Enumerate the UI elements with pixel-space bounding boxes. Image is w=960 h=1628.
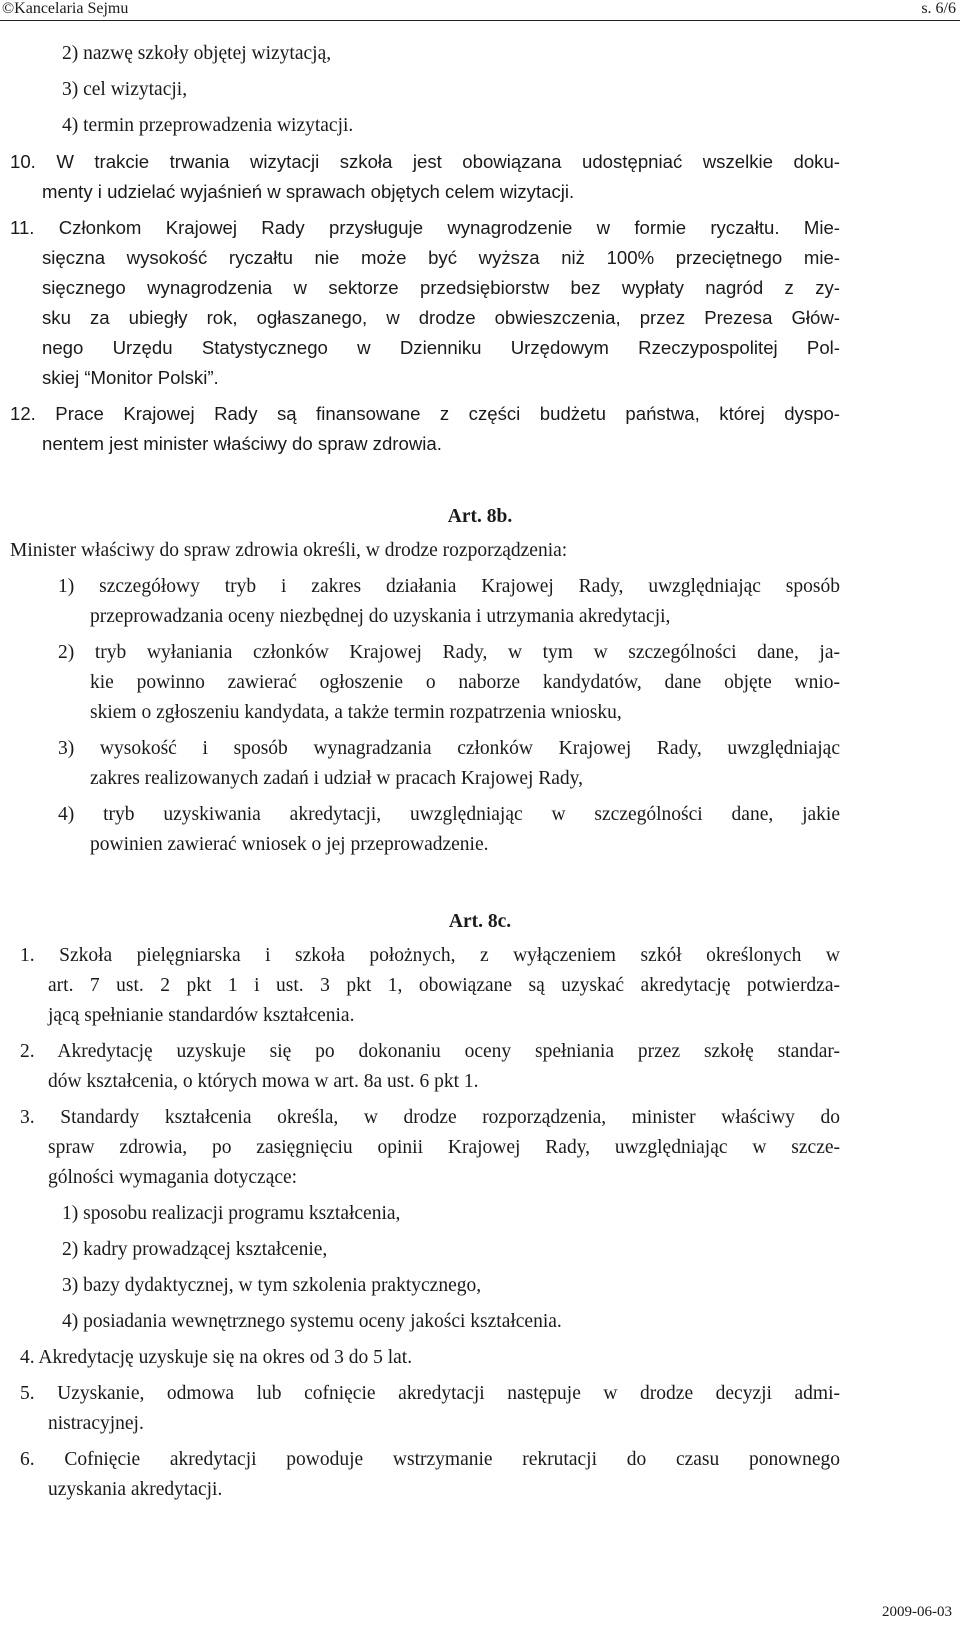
paragraph-11-line: sięczna wysokość ryczałtu nie może być wyższa niż 100% przeciętnego mie-: [42, 247, 840, 268]
list-item: 2) nazwę szkoły objętej wizytacją,: [62, 43, 332, 64]
article-8b-item-2: 2) tryb wyłaniania członków Krajowej Rady, w tym w szczególności dane, ja-: [58, 642, 840, 663]
article-8c-paragraph-3: gólności wymagania dotyczące:: [48, 1167, 298, 1188]
paragraph-12-line: nentem jest minister właściwy do spraw zdrowia.: [42, 433, 442, 454]
article-8c-paragraph-1: 1. Szkoła pielęgniarska i szkoła położnych, z wyłączeniem szkół określonych w: [20, 945, 840, 966]
list-item: 1) sposobu realizacji programu kształcenia,: [62, 1203, 401, 1224]
page-header: [0, 0, 960, 22]
article-8b-title: Art. 8b.: [447, 506, 513, 527]
paragraph-11-line: skiej “Monitor Polski”.: [42, 367, 219, 388]
article-8c-paragraph-3: 3. Standardy kształcenia określa, w drodze rozporządzenia, minister właściwy do: [20, 1107, 840, 1128]
list-item: 3) cel wizytacji,: [62, 79, 188, 100]
paragraph-10-line: menty i udzielać wyjaśnień w sprawach objętych celem wizytacji.: [42, 181, 575, 202]
article-8b-item-4: 4) tryb uzyskiwania akredytacji, uwzględniając w szczególności dane, jakie: [58, 804, 840, 825]
list-item: 3) bazy dydaktycznej, w tym szkolenia praktycznego,: [62, 1275, 482, 1296]
article-8c-paragraph-2: 2. Akredytację uzyskuje się po dokonaniu oceny spełniania przez szkołę standar-: [20, 1041, 840, 1062]
article-8c-paragraph-6: uzyskania akredytacji.: [48, 1479, 223, 1500]
article-8b-item-1: przeprowadzania oceny niezbędnej do uzyskania i utrzymania akredytacji,: [90, 606, 671, 627]
paragraph-12-line: 12. Prace Krajowej Rady są finansowane z części budżetu państwa, której dyspo-: [10, 403, 840, 424]
paragraph-11-line: sięcznego wynagrodzenia w sektorze przedsiębiorstw bez wypłaty nagród z zy-: [42, 277, 840, 298]
paragraph-11-line: nego Urzędu Statystycznego w Dzienniku Urzędowym Rzeczypospolitej Pol-: [42, 337, 840, 358]
article-8c-paragraph-4: 4. Akredytację uzyskuje się na okres od 3 do 5 lat.: [20, 1347, 413, 1368]
article-8b-item-3: 3) wysokość i sposób wynagradzania członków Krajowej Rady, uwzględniając: [58, 738, 840, 759]
list-item: 2) kadry prowadzącej kształcenie,: [62, 1239, 328, 1260]
article-8b-item-2: kie powinno zawierać ogłoszenie o naborze kandydatów, dane objęte wnio-: [90, 672, 840, 693]
article-8c-paragraph-5: 5. Uzyskanie, odmowa lub cofnięcie akredytacji następuje w drodze decyzji admi-: [20, 1383, 840, 1404]
article-8c-paragraph-3: spraw zdrowia, po zasięgnięciu opinii Krajowej Rady, uwzględniając w szcze-: [48, 1137, 840, 1158]
article-8b-item-3: zakres realizowanych zadań i udział w pracach Krajowej Rady,: [90, 768, 584, 789]
article-8c-paragraph-6: 6. Cofnięcie akredytacji powoduje wstrzymanie rekrutacji do czasu ponownego: [20, 1449, 840, 1470]
page-number: s. 6/6: [921, 0, 956, 17]
article-8c-paragraph-5: nistracyjnej.: [48, 1413, 144, 1434]
article-8b-item-4: powinien zawierać wniosek o jej przeprowadzenie.: [90, 834, 489, 855]
paragraph-11-line: 11. Członkom Krajowej Rady przysługuje wynagrodzenie w formie ryczałtu. Mie-: [10, 217, 840, 238]
copyright-label: ©Kancelaria Sejmu: [2, 0, 129, 17]
header-divider: [0, 20, 960, 21]
article-8c-title: Art. 8c.: [448, 911, 512, 932]
article-8b-item-1: 1) szczegółowy tryb i zakres działania Krajowej Rady, uwzględniając sposób: [58, 576, 840, 597]
paragraph-11-line: sku za ubiegły rok, ogłaszanego, w drodze obwieszczenia, przez Prezesa Głów-: [42, 307, 840, 328]
list-item: 4) posiadania wewnętrznego systemu oceny jakości kształcenia.: [62, 1311, 562, 1332]
paragraph-10-line: 10. W trakcie trwania wizytacji szkoła jest obowiązana udostępniać wszelkie doku-: [10, 151, 840, 172]
article-8b-intro: Minister właściwy do spraw zdrowia określi, w drodze rozporządzenia:: [10, 540, 568, 561]
article-8c-paragraph-1: art. 7 ust. 2 pkt 1 i ust. 3 pkt 1, obowiązane są uzyskać akredytację potwierdza-: [48, 975, 840, 996]
list-item: 4) termin przeprowadzenia wizytacji.: [62, 115, 354, 136]
footer-date: 2009-06-03: [882, 1604, 952, 1620]
article-8b-item-2: skiem o zgłoszeniu kandydata, a także termin rozpatrzenia wniosku,: [90, 702, 622, 723]
article-8c-paragraph-1: jącą spełnianie standardów kształcenia.: [48, 1005, 355, 1026]
article-8c-paragraph-2: dów kształcenia, o których mowa w art. 8a ust. 6 pkt 1.: [48, 1071, 479, 1092]
